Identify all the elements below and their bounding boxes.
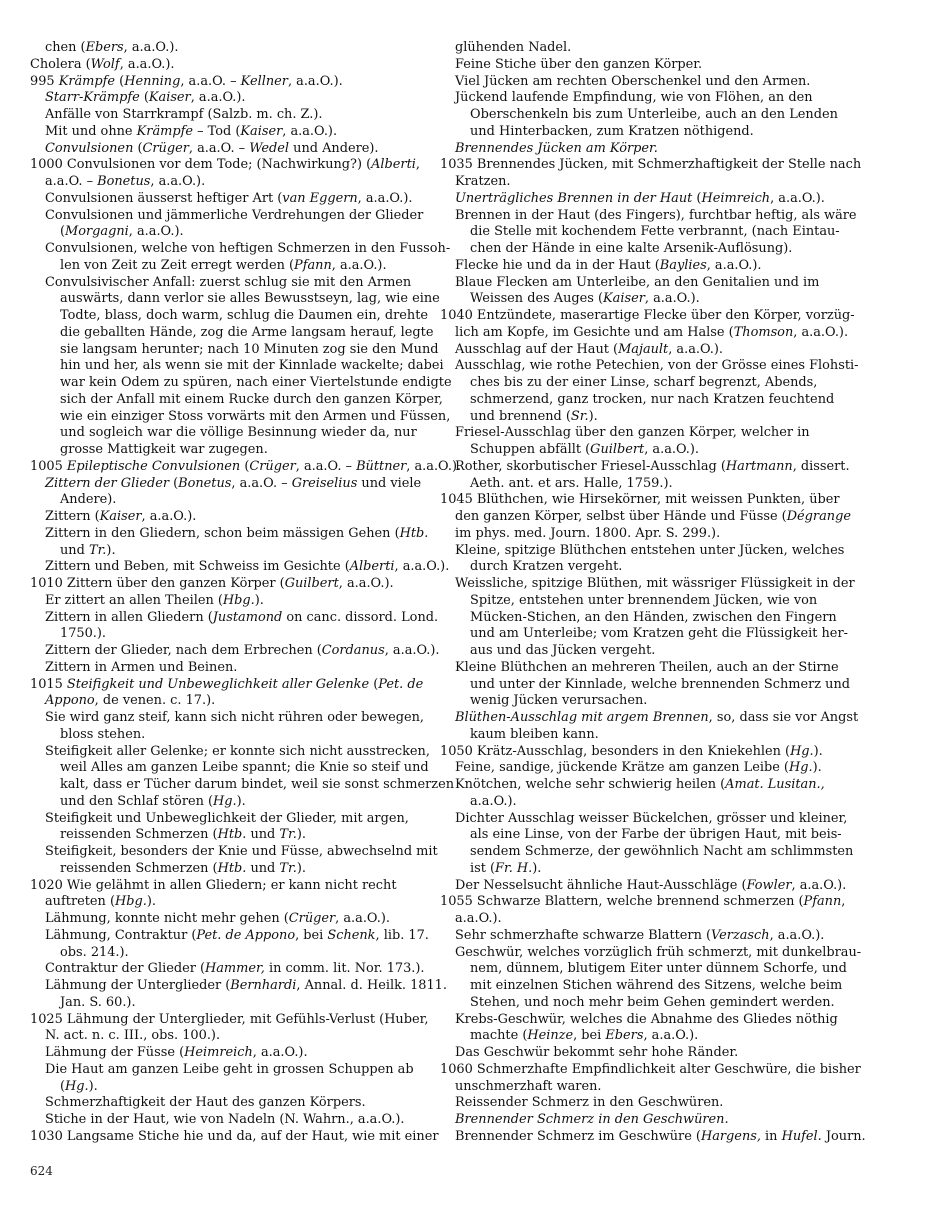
text-line: und unter der Kinnlade, welche brennenden Schmerz und bbox=[470, 676, 851, 692]
text-line: bloss stehen. bbox=[60, 726, 146, 742]
text-line: grosse Mattigkeit war zugegen. bbox=[60, 442, 268, 457]
text-line: Friesel-Ausschlag über den ganzen Körper, welcher in bbox=[455, 425, 810, 441]
text-line: Mücken-Stichen, an den Händen, zwischen den Fingern bbox=[470, 609, 837, 625]
text-line: auswärts, dann verlor sie alles Bewusstseyn, lag, wie eine bbox=[60, 291, 440, 307]
text-line: N. act. n. c. III., obs. 100.). bbox=[45, 1028, 221, 1044]
text-line: len von Zeit zu Zeit erregt werden (Pfann, a.a.O.). bbox=[60, 257, 387, 273]
text-line: Ausschlag, wie rothe Petechien, von der Grösse eines Flohsti- bbox=[455, 358, 859, 374]
text-line: auftreten (Hbg.). bbox=[45, 894, 156, 910]
text-line: Lähmung der Unterglieder (Bernhardi, Annal. d. Heilk. 1811. bbox=[45, 978, 447, 993]
text-line: Brennen in der Haut (des Fingers), furchtbar heftig, als wäre bbox=[455, 207, 857, 223]
text-line: schmerzend, ganz trocken, nur nach Kratzen feuchtend bbox=[470, 391, 835, 407]
text-line: Krebs-Geschwür, welches die Abnahme des Gliedes nöthig bbox=[455, 1011, 838, 1027]
text-line: mit einzelnen Stichen während des Sitzens, welche beim bbox=[470, 978, 843, 993]
text-line: sendem Schmerze, der gewöhnlich Nacht am schlimmsten bbox=[470, 844, 854, 859]
text-line: Appono, de venen. c. 17.). bbox=[45, 693, 216, 709]
text-line: Steifigkeit, besonders der Knie und Füsse, abwechselnd mit bbox=[45, 844, 438, 859]
text-line: wie ein einziger Stoss vorwärts mit den Armen und Füssen, bbox=[60, 408, 451, 424]
text-line: Zittern in den Gliedern, schon beim mässigen Gehen (Htb. bbox=[45, 525, 429, 541]
text-line: und den Schlaf stören (Hg.). bbox=[60, 793, 246, 809]
text-line: Lähmung, konnte nicht mehr gehen (Crüger, a.a.O.). bbox=[45, 911, 390, 926]
left-column bbox=[30, 40, 462, 1146]
text-line: 1050 Krätz-Ausschlag, besonders in den Kniekehlen (Hg.). bbox=[440, 743, 823, 759]
text-line: Convulsionen äusserst heftiger Art (van Eggern, a.a.O.). bbox=[45, 190, 413, 206]
text-line: a.a.O.). bbox=[470, 793, 517, 809]
text-line: 1045 Blüthchen, wie Hirsekörner, mit weissen Punkten, über bbox=[440, 492, 840, 508]
text-line: Feine Stiche über den ganzen Körper. bbox=[455, 56, 703, 72]
text-line: und Hinterbacken, zum Kratzen nöthigend. bbox=[470, 123, 754, 139]
text-line: Zittern in allen Gliedern (Justamond on canc. dissord. Lond. bbox=[45, 609, 439, 625]
text-line: Er zittert an allen Theilen (Hbg.). bbox=[45, 592, 264, 608]
text-line: Zittern der Glieder (Bonetus, a.a.O. – Greiselius und viele bbox=[45, 475, 422, 491]
text-line: Sie wird ganz steif, kann sich nicht rühren oder bewegen, bbox=[45, 710, 424, 725]
text-line: (Hg.). bbox=[60, 1078, 98, 1094]
text-line: Zittern (Kaiser, a.a.O.). bbox=[45, 509, 197, 524]
text-line: Mit und ohne Krämpfe – Tod (Kaiser, a.a.O.). bbox=[45, 123, 338, 139]
text-line: Oberschenkeln bis zum Unterleibe, auch an den Lenden bbox=[470, 107, 838, 122]
text-line: Das Geschwür bekommt sehr hohe Ränder. bbox=[455, 1045, 739, 1060]
text-line: Ausschlag auf der Haut (Majault, a.a.O.). bbox=[455, 341, 724, 357]
text-line: Lähmung der Füsse (Heimreich, a.a.O.). bbox=[45, 1045, 308, 1060]
text-line: Kleine Blüthchen an mehreren Theilen, auch an der Stirne bbox=[455, 659, 839, 675]
text-line: (Morgagni, a.a.O.). bbox=[60, 224, 184, 240]
text-line: unschmerzhaft waren. bbox=[455, 1078, 602, 1094]
text-line: ches bis zu der einer Linse, scharf begrenzt, Abends, bbox=[470, 375, 818, 390]
text-line: glühenden Nadel. bbox=[455, 40, 572, 55]
text-line: Convulsionen, welche von heftigen Schmerzen in den Fussoh- bbox=[45, 241, 451, 256]
text-line: 1035 Brennendes Jücken, mit Schmerzhaftigkeit der Stelle nach bbox=[440, 157, 862, 173]
text-line: war kein Odem zu spüren, nach einer Viertelstunde endigte bbox=[60, 375, 452, 390]
text-line: 1060 Schmerzhafte Empfindlichkeit alter Geschwüre, die bisher bbox=[440, 1061, 861, 1077]
text-line: Brennendes Jücken am Körper. bbox=[455, 140, 658, 156]
text-line: a.a.O. – Bonetus, a.a.O.). bbox=[45, 174, 206, 189]
text-line: machte (Heinze, bei Ebers, a.a.O.). bbox=[470, 1028, 699, 1044]
text-line: chen der Hände in eine kalte Arsenik-Auflösung). bbox=[470, 241, 793, 256]
text-line: weil Alles am ganzen Leibe spannt; die Knie so steif und bbox=[60, 760, 429, 776]
page-number: 624 bbox=[30, 1164, 53, 1178]
text-line: Weissliche, spitzige Blüthen, mit wässriger Flüssigkeit in der bbox=[455, 576, 855, 591]
text-line: nem, dünnem, blutigem Eiter unter dünnem Schorfe, und bbox=[470, 961, 847, 977]
text-line: reissenden Schmerzen (Htb. und Tr.). bbox=[60, 860, 307, 876]
text-line: im phys. med. Journ. 1800. Apr. S. 299.). bbox=[455, 525, 721, 541]
text-line: 1040 Entzündete, maserartige Flecke über den Körper, vorzüg- bbox=[440, 308, 855, 323]
text-line: Der Nesselsucht ähnliche Haut-Ausschläge (Fowler, a.a.O.). bbox=[455, 877, 847, 893]
text-line: und sogleich war die völlige Besinnung wieder da, nur bbox=[60, 425, 417, 441]
text-line: Convulsivischer Anfall: zuerst schlug sie mit den Armen bbox=[45, 274, 412, 290]
text-line: durch Kratzen vergeht. bbox=[470, 559, 623, 575]
text-line: Dichter Ausschlag weisser Bückelchen, grösser und kleiner, bbox=[455, 810, 848, 826]
text-line: 1055 Schwarze Blattern, welche brennend schmerzen (Pfann, bbox=[440, 894, 846, 910]
text-line: Andere). bbox=[60, 492, 117, 508]
text-line: Steifigkeit aller Gelenke; er konnte sich nicht ausstrecken, bbox=[45, 743, 430, 759]
text-line: Aeth. ant. et ars. Halle, 1759.). bbox=[470, 475, 673, 491]
text-line: Unerträgliches Brennen in der Haut (Heimreich, a.a.O.). bbox=[455, 190, 825, 206]
text-line: 1005 Epileptische Convulsionen (Crüger, a.a.O. – Büttner, a.a.O.). bbox=[30, 458, 462, 474]
text-line: Weissen des Auges (Kaiser, a.a.O.). bbox=[470, 291, 700, 307]
text-line: Viel Jücken am rechten Oberschenkel und den Armen. bbox=[455, 73, 811, 89]
text-line: lich am Kopfe, im Gesichte und am Halse (Thomson, a.a.O.). bbox=[455, 324, 849, 340]
text-line: Brennender Schmerz in den Geschwüren. bbox=[455, 1112, 729, 1127]
text-line: Schuppen abfällt (Guilbert, a.a.O.). bbox=[470, 442, 700, 457]
text-line: 1750.). bbox=[60, 626, 107, 642]
text-line: und am Unterleibe; vom Kratzen geht die Flüssigkeit her- bbox=[470, 626, 848, 642]
text-line: Stehen, und noch mehr beim Gehen gemindert werden. bbox=[470, 994, 835, 1010]
text-line: Flecke hie und da in der Haut (Baylies, a.a.O.). bbox=[455, 257, 762, 273]
text-line: reissenden Schmerzen (Htb. und Tr.). bbox=[60, 827, 307, 843]
text-line: und brennend (Sr.). bbox=[470, 408, 598, 424]
text-line: Kleine, spitzige Blüthchen entstehen unter Jücken, welches bbox=[455, 542, 845, 558]
text-line: obs. 214.). bbox=[60, 944, 129, 960]
text-line: sie langsam herunter; nach 10 Minuten zog sie den Mund bbox=[60, 341, 439, 357]
text-line: Convulsionen (Crüger, a.a.O. – Wedel und Andere). bbox=[45, 140, 379, 156]
text-line: Lähmung, Contraktur (Pet. de Appono, bei Schenk, lib. 17. bbox=[45, 927, 429, 943]
text-line: 1010 Zittern über den ganzen Körper (Guilbert, a.a.O.). bbox=[30, 576, 394, 591]
text-line: Feine, sandige, jückende Krätze am ganzen Leibe (Hg.). bbox=[455, 760, 822, 776]
text-line: 1015 Steifigkeit und Unbeweglichkeit aller Gelenke (Pet. de bbox=[30, 676, 424, 692]
text-line: Rother, skorbutischer Friesel-Ausschlag (Hartmann, dissert. bbox=[455, 458, 850, 474]
text-line: 995 Krämpfe (Henning, a.a.O. – Kellner, a.a.O.). bbox=[30, 73, 343, 89]
text-line: Zittern in Armen und Beinen. bbox=[45, 659, 238, 675]
text-line: Cholera (Wolf, a.a.O.). bbox=[30, 56, 175, 72]
text-line: Jan. S. 60.). bbox=[60, 994, 136, 1010]
text-line: aus und das Jücken vergeht. bbox=[470, 643, 656, 658]
text-line: Blaue Flecken am Unterleibe, an den Genitalien und im bbox=[455, 274, 820, 290]
text-line: Jückend laufende Empfindung, wie von Flöhen, an den bbox=[455, 90, 813, 106]
text-line: Anfälle von Starrkrampf (Salzb. m. ch. Z.). bbox=[45, 107, 323, 122]
text-line: 1000 Convulsionen vor dem Tode; (Nachwirkung?) (Alberti, bbox=[30, 157, 421, 173]
text-line: Steifigkeit und Unbeweglichkeit der Glieder, mit argen, bbox=[45, 810, 409, 826]
text-line: ist (Fr. H.). bbox=[470, 860, 542, 876]
text-line: kalt, dass er Tücher darum bindet, weil sie sonst schmerzen bbox=[60, 777, 455, 792]
text-line: Stiche in der Haut, wie von Nadeln (N. Wahrn., a.a.O.). bbox=[45, 1112, 405, 1127]
text-line: hin und her, als wenn sie mit der Kinnlade wackelte; dabei bbox=[60, 358, 444, 374]
text-line: Zittern der Glieder, nach dem Erbrechen (Cordanus, a.a.O.). bbox=[45, 643, 440, 658]
text-line: Blüthen-Ausschlag mit argem Brennen, so, dass sie vor Angst bbox=[455, 710, 859, 725]
text-line: Spitze, entstehen unter brennendem Jücken, wie von bbox=[470, 592, 818, 608]
text-line: chen (Ebers, a.a.O.). bbox=[45, 40, 179, 55]
text-line: wenig Jücken verursachen. bbox=[470, 693, 648, 709]
text-line: 1030 Langsame Stiche hie und da, auf der Haut, wie mit einer bbox=[30, 1128, 439, 1144]
text-line: Brennender Schmerz im Geschwüre (Hargens, in Hufel. Journ. bbox=[455, 1128, 866, 1144]
text-line: 1020 Wie gelähmt in allen Gliedern; er kann nicht recht bbox=[30, 877, 397, 893]
text-line: Todte, blass, doch warm, schlug die Daumen ein, drehte bbox=[60, 308, 429, 323]
right-column bbox=[440, 40, 866, 1146]
text-line: 1025 Lähmung der Unterglieder, mit Gefühls-Verlust (Huber, bbox=[30, 1011, 429, 1027]
text-line: Kratzen. bbox=[455, 174, 511, 189]
text-line: als eine Linse, von der Farbe der übrigen Haut, mit beis- bbox=[470, 827, 842, 843]
text-line: Schmerzhaftigkeit der Haut des ganzen Körpers. bbox=[45, 1095, 366, 1111]
text-line: Knötchen, welche sehr schwierig heilen (Amat. Lusitan., bbox=[455, 777, 825, 792]
text-line: a.a.O.). bbox=[455, 911, 502, 926]
text-line: die geballten Hände, zog die Arme langsam herauf, legte bbox=[60, 324, 434, 340]
text-line: die Stelle mit kochendem Fette verbrannt, (nach Eintau- bbox=[470, 224, 840, 240]
text-line: Zittern und Beben, mit Schweiss im Gesichte (Alberti, a.a.O.). bbox=[45, 559, 450, 575]
text-line: Reissender Schmerz in den Geschwüren. bbox=[455, 1095, 724, 1111]
text-line: Contraktur der Glieder (Hammer, in comm. lit. Nor. 173.). bbox=[45, 961, 425, 977]
text-line: Sehr schmerzhafte schwarze Blattern (Verzasch, a.a.O.). bbox=[455, 927, 825, 943]
text-line: sich der Anfall mit einem Rucke durch den ganzen Körper, bbox=[60, 391, 443, 407]
text-line: und Tr.). bbox=[60, 542, 116, 558]
text-line: kaum bleiben kann. bbox=[470, 726, 599, 742]
text-line: Die Haut am ganzen Leibe geht in grossen Schuppen ab bbox=[45, 1061, 414, 1077]
text-line: Geschwür, welches vorzüglich früh schmerzt, mit dunkelbrau- bbox=[455, 944, 862, 960]
text-line: Convulsionen und jämmerliche Verdrehungen der Glieder bbox=[45, 207, 424, 223]
text-line: den ganzen Körper, selbst über Hände und Füsse (Dégrange bbox=[455, 509, 851, 524]
text-line: Starr-Krämpfe (Kaiser, a.a.O.). bbox=[45, 90, 246, 106]
